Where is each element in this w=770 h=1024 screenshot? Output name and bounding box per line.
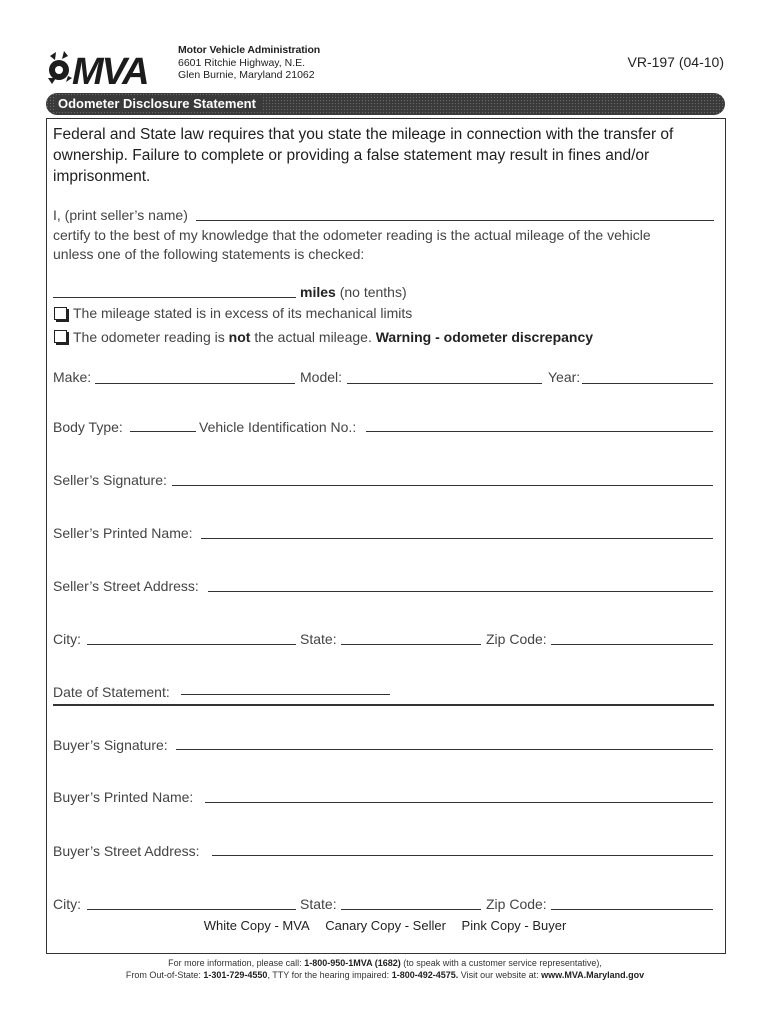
footer-line-2 [0, 969, 770, 981]
agency-block [178, 44, 320, 82]
title-bar [46, 93, 725, 115]
seller-zip-field[interactable] [551, 644, 713, 645]
model-label: Model: [300, 369, 343, 385]
footer-out-of-state-text: From Out-of-State: [125, 970, 201, 980]
odometer-discrepancy-label [73, 328, 593, 346]
buyer-city-field[interactable] [87, 909, 296, 910]
option2-not: not [228, 329, 251, 345]
buyer-street-label: Buyer’s Street Address: [53, 843, 200, 859]
footer-website-text: Visit our website at: [460, 970, 539, 980]
option2-warning: Warning - odometer discrepancy [375, 329, 594, 345]
seller-signature-label: Seller’s Signature: [53, 472, 167, 488]
date-of-statement-label: Date of Statement: [53, 684, 170, 700]
mechanical-limits-label: The mileage stated is in excess of its mechanical limits [73, 305, 413, 321]
certify-line-2: certify to the best of my knowledge that the odometer reading is the actual mileage of the vehicle [53, 227, 651, 243]
buyer-printed-name-label: Buyer’s Printed Name: [53, 789, 194, 805]
seller-zip-label: Zip Code: [486, 631, 547, 647]
body-type-label: Body Type: [53, 419, 123, 435]
buyer-zip-field[interactable] [551, 909, 713, 910]
buyer-street-field[interactable] [212, 855, 713, 856]
footer-line-1 [0, 957, 770, 969]
vin-field[interactable] [366, 431, 713, 432]
miles-label: miles [300, 284, 336, 300]
white-copy-label: White Copy - MVA [203, 918, 310, 933]
buyer-signature-label: Buyer’s Signature: [53, 737, 168, 753]
miles-field[interactable] [53, 297, 296, 298]
seller-city-label: City: [53, 631, 81, 647]
seller-name-field[interactable] [196, 220, 714, 221]
buyer-signature-field[interactable] [176, 749, 713, 750]
seller-signature-field[interactable] [172, 485, 713, 486]
seller-state-field[interactable] [341, 644, 481, 645]
footer-phone-main: 1-800-950-1MVA (1682) [304, 958, 401, 968]
odometer-discrepancy-checkbox[interactable] [54, 330, 67, 343]
buyer-zip-label: Zip Code: [486, 896, 547, 912]
seller-buyer-divider [53, 704, 714, 706]
certify-line-3: unless one of the following statements is checked: [53, 246, 365, 262]
make-field[interactable] [95, 383, 295, 384]
seller-name-label: I, (print seller’s name) [53, 207, 188, 223]
form-header [46, 44, 726, 92]
canary-copy-label: Canary Copy - Seller [325, 918, 446, 933]
body-type-field[interactable] [130, 431, 196, 432]
form-number: VR-197 (04-10) [627, 54, 724, 70]
buyer-city-label: City: [53, 896, 81, 912]
footer-info [0, 957, 770, 981]
year-label: Year: [548, 369, 581, 385]
buyer-printed-name-field[interactable] [205, 802, 713, 803]
footer-call-note: (to speak with a customer service representative), [403, 958, 602, 968]
buyer-state-field[interactable] [341, 909, 481, 910]
pink-copy-label: Pink Copy - Buyer [461, 918, 567, 933]
seller-printed-name-label: Seller’s Printed Name: [53, 525, 193, 541]
option2-text-b: the actual mileage. [254, 329, 372, 345]
miles-label-row [300, 283, 407, 301]
footer-website-link[interactable]: www.MVA.Maryland.gov [541, 970, 645, 980]
date-of-statement-field[interactable] [181, 694, 390, 695]
agency-address-1: 6601 Ritchie Highway, N.E. [178, 56, 306, 69]
footer-phone-out-of-state: 1-301-729-4550 [203, 970, 268, 980]
agency-name: Motor Vehicle Administration [178, 44, 321, 56]
year-field[interactable] [582, 383, 713, 384]
footer-phone-tty: 1-800-492-4575. [391, 970, 459, 980]
agency-address-2: Glen Burnie, Maryland 21062 [178, 69, 315, 81]
intro-paragraph: Federal and State law requires that you state the mileage in connection with the transfer of ownership. Failure to complete or providing a false statement may result in fines and/or imprisonment. [53, 126, 674, 185]
vin-label: Vehicle Identification No.: [199, 419, 357, 435]
mechanical-limits-checkbox[interactable] [54, 307, 67, 320]
seller-street-field[interactable] [208, 591, 713, 592]
seller-printed-name-field[interactable] [201, 538, 713, 539]
svg-text:MVA: MVA [72, 51, 148, 88]
option2-text-a: The odometer reading is [73, 329, 225, 345]
seller-state-label: State: [300, 631, 337, 647]
seller-street-label: Seller’s Street Address: [53, 578, 199, 594]
seller-city-field[interactable] [87, 644, 296, 645]
buyer-state-label: State: [300, 896, 337, 912]
make-label: Make: [53, 369, 92, 385]
form-title: Odometer Disclosure Statement [56, 96, 262, 112]
copy-distribution [0, 918, 770, 933]
model-field[interactable] [347, 383, 542, 384]
footer-tty-text: , TTY for the hearing impaired: [267, 970, 390, 980]
no-tenths-label: (no tenths) [339, 284, 407, 300]
footer-call-text: For more information, please call: [168, 958, 302, 968]
mva-logo [46, 48, 172, 88]
